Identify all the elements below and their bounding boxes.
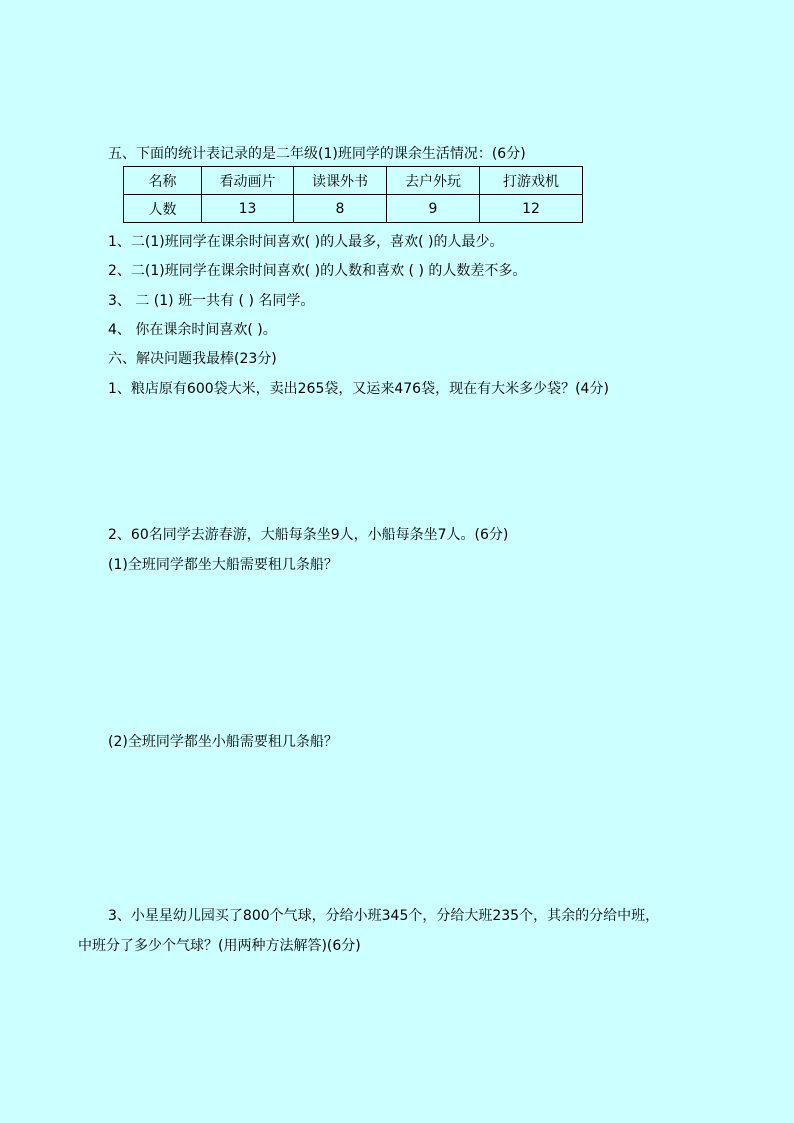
problem-2b: (2)全班同学都坐小船需要租几条船？ — [108, 734, 338, 750]
table-cell: 9 — [387, 195, 480, 223]
table-row — [124, 195, 583, 223]
table-cell: 去户外玩 — [387, 167, 480, 195]
problem-2a: (1)全班同学都坐大船需要租几条船？ — [108, 557, 338, 573]
question-2: 2、二(1)班同学在课余时间喜欢( )的人数和喜欢 ( ) 的人数差不多。 — [108, 263, 527, 279]
problem-3-line2: 中班分了多少个气球？(用两种方法解答)(6分) — [78, 938, 361, 954]
section6-title: 六、解决问题我最棒(23分) — [108, 351, 277, 367]
table-cell: 打游戏机 — [480, 167, 583, 195]
table-cell: 13 — [202, 195, 294, 223]
table-header-row — [124, 167, 583, 195]
table-cell: 看动画片 — [202, 167, 294, 195]
question-3: 3、 二 (1) 班一共有 ( ) 名同学。 — [108, 293, 315, 309]
question-4: 4、 你在课余时间喜欢( )。 — [108, 322, 277, 338]
table-cell: 名称 — [124, 167, 202, 195]
table-cell: 人数 — [124, 195, 202, 223]
table-cell: 12 — [480, 195, 583, 223]
table-cell: 8 — [294, 195, 387, 223]
question-1: 1、二(1)班同学在课余时间喜欢( )的人最多，喜欢( )的人最少。 — [108, 234, 504, 250]
problem-1: 1、粮店原有600袋大米，卖出265袋，又运来476袋，现在有大米多少袋？(4分) — [108, 381, 609, 397]
problem-2: 2、60名同学去游春游，大船每条坐9人，小船每条坐7人。(6分) — [108, 527, 509, 543]
stats-table — [123, 166, 583, 223]
section5-title: 五、下面的统计表记录的是二年级(1)班同学的课余生活情况：(6分) — [108, 146, 526, 162]
table-cell: 读课外书 — [294, 167, 387, 195]
problem-3-line1: 3、小星星幼儿园买了800个气球，分给小班345个，分给大班235个，其余的分给中班， — [108, 908, 660, 924]
